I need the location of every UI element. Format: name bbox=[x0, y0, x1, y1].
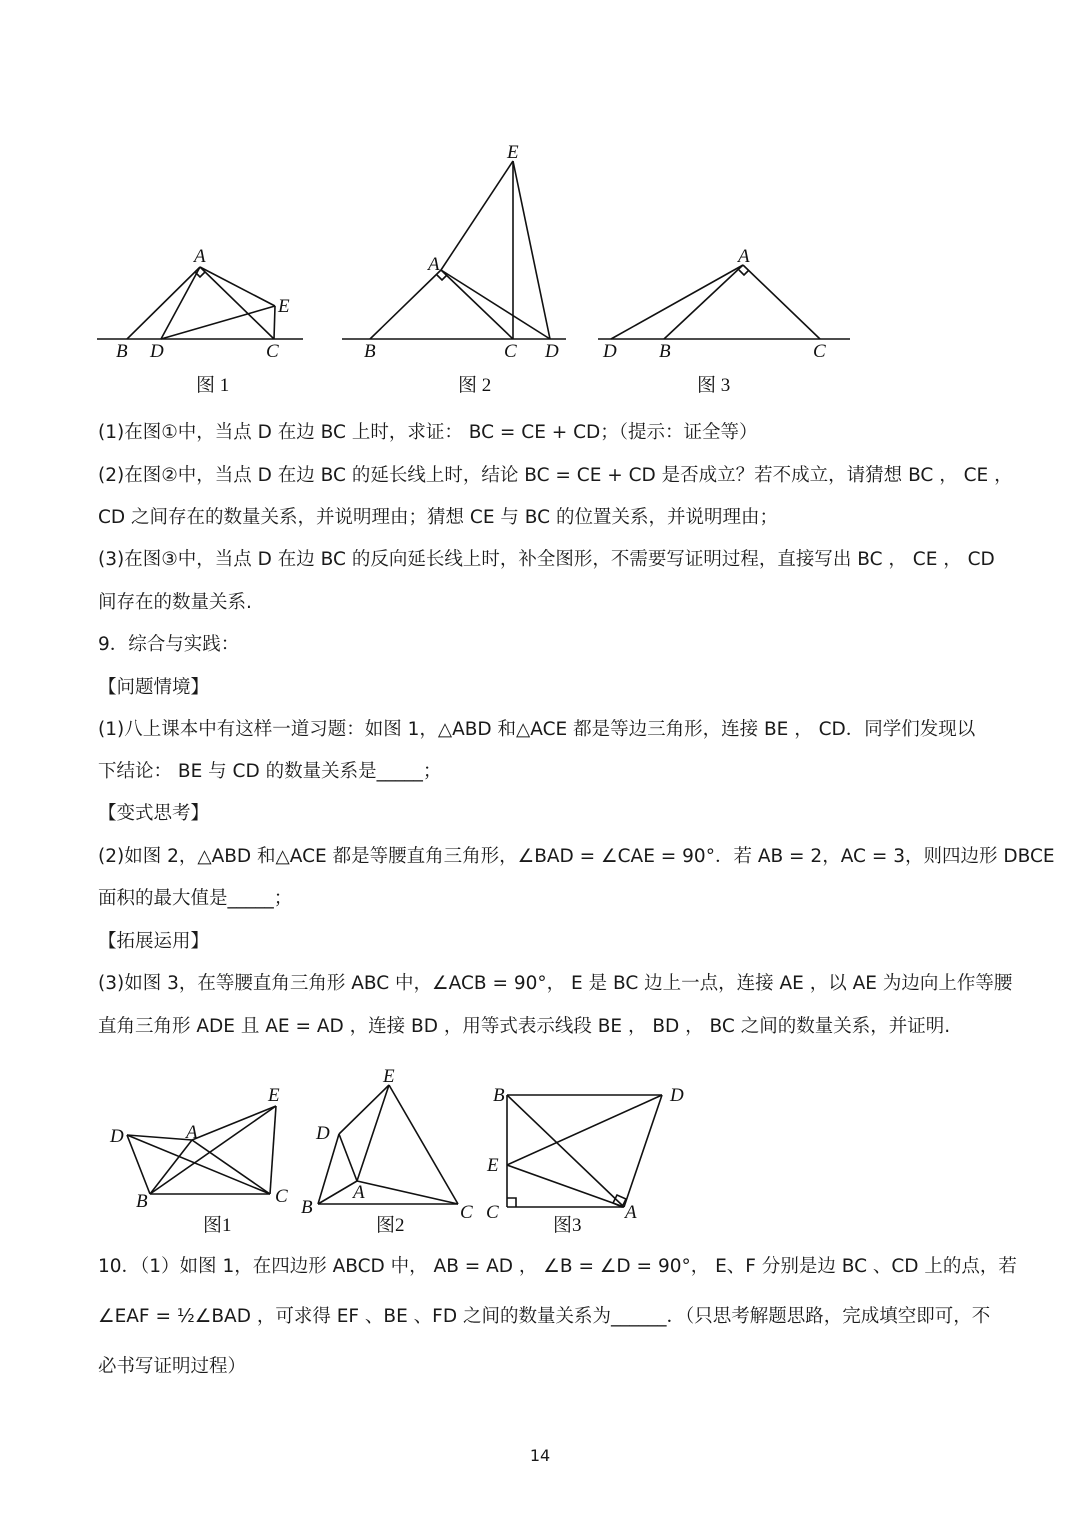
problem9-q3-line2: 直角三角形 ADE 且 AE = AD ，连接 BD ，用等式表示线段 BE ， BD ， BC 之间的数量关系，并证明. bbox=[98, 1016, 951, 1037]
segment-da bbox=[339, 1134, 357, 1181]
problem8-part1: (1)在图①中，当点 D 在边 BC 上时，求证： BC = CE + CD；（提示：证全等） bbox=[98, 422, 758, 443]
label-a: A bbox=[353, 1182, 365, 1203]
figure-caption: 图 3 bbox=[697, 375, 731, 396]
problem9-q1-line2: 下结论： BE 与 CD 的数量关系是_____； bbox=[98, 761, 442, 782]
segment-ad bbox=[624, 1095, 662, 1207]
label-d: D bbox=[603, 341, 617, 362]
segment-ae bbox=[200, 267, 275, 306]
label-c: C bbox=[266, 341, 279, 362]
label-e: E bbox=[268, 1085, 280, 1106]
label-b: B bbox=[659, 341, 671, 362]
label-a: A bbox=[625, 1202, 637, 1223]
label-a: A bbox=[738, 246, 750, 267]
top-figure-1 bbox=[97, 246, 303, 396]
label-a: A bbox=[194, 246, 206, 267]
segment-ab bbox=[127, 267, 200, 339]
problem8-part3-line1: (3)在图③中，当点 D 在边 BC 的反向延长线上时，补全图形，不需要写证明过程，直接写出 BC ， CE ， CD bbox=[98, 549, 995, 570]
segment-ea bbox=[507, 1165, 624, 1207]
problem10-line1: 10．（1）如图 1，在四边形 ABCD 中， AB = AD ， ∠B = ∠D = 90°， E、F 分别是边 BC 、CD 上的点，若 bbox=[98, 1256, 1017, 1277]
bottom-figure-1 bbox=[109, 1085, 288, 1236]
bottom-figure-2 bbox=[301, 1066, 473, 1236]
label-d: D bbox=[545, 341, 559, 362]
problem8-part2-line1: (2)在图②中，当点 D 在边 BC 的延长线上时，结论 BC = CE + CD 是否成立？若不成立，请猜想 BC ， CE ， bbox=[98, 465, 1013, 486]
top-figure-3 bbox=[598, 246, 850, 396]
segment-ad bbox=[161, 267, 200, 339]
segment-ec bbox=[389, 1085, 458, 1204]
label-e: E bbox=[487, 1155, 499, 1176]
problem9-q3-line1: (3)如图 3，在等腰直角三角形 ABC 中，∠ACB = 90°， E 是 BC 边上一点，连接 AE ，以 AE 为边向上作等腰 bbox=[98, 973, 1013, 994]
segment-ba bbox=[150, 1140, 192, 1194]
segment-ba bbox=[507, 1095, 624, 1207]
figure-caption: 图1 bbox=[203, 1215, 232, 1236]
right-angle-mark bbox=[195, 272, 205, 277]
figure-caption: 图 2 bbox=[458, 375, 492, 396]
right-angle-mark bbox=[739, 270, 749, 275]
segment-ec bbox=[274, 306, 275, 339]
figure-caption: 图 1 bbox=[196, 375, 230, 396]
segment-ab bbox=[370, 270, 441, 339]
problem9-q2-line1: (2)如图 2，△ABD 和△ACE 都是等腰直角三角形，∠BAD = ∠CAE = 90°．若 AB = 2，AC = 3，则四边形 DBCE bbox=[98, 846, 1055, 867]
right-angle-mark-c bbox=[507, 1198, 516, 1207]
segment-ed bbox=[513, 161, 550, 339]
problem9-heading-2: 【变式思考】 bbox=[98, 803, 210, 824]
figure-caption: 图3 bbox=[553, 1215, 582, 1236]
label-d: D bbox=[110, 1126, 124, 1147]
problem8-part2-line2: CD 之间存在的数量关系，并说明理由；猜想 CE 与 BC 的位置关系，并说明理由； bbox=[98, 507, 778, 528]
segment-be bbox=[150, 1106, 276, 1194]
label-d: D bbox=[670, 1085, 684, 1106]
problem9-q2-line2: 面积的最大值是_____； bbox=[98, 888, 293, 909]
label-b: B bbox=[493, 1085, 505, 1106]
label-c: C bbox=[813, 341, 826, 362]
problem9-q1-line1: (1)八上课本中有这样一道习题：如图 1，△ABD 和△ACE 都是等边三角形，连接 BE ， CD．同学们发现以 bbox=[98, 719, 976, 740]
page-number: 14 bbox=[529, 1446, 551, 1465]
label-e: E bbox=[507, 142, 519, 163]
label-e: E bbox=[383, 1066, 395, 1087]
bottom-figure-3 bbox=[486, 1085, 684, 1236]
top-figure-2 bbox=[342, 142, 566, 396]
label-c: C bbox=[275, 1186, 288, 1207]
problem9-title: 9．综合与实践： bbox=[98, 634, 240, 655]
problem9-heading-3: 【拓展运用】 bbox=[98, 931, 210, 952]
label-d: D bbox=[150, 341, 164, 362]
label-c: C bbox=[460, 1202, 473, 1223]
segment-ce bbox=[270, 1106, 276, 1194]
label-d: D bbox=[316, 1123, 330, 1144]
segment-ac bbox=[200, 267, 274, 339]
problem8-part3-line2: 间存在的数量关系. bbox=[98, 592, 252, 613]
label-b: B bbox=[136, 1191, 148, 1212]
segment-ac bbox=[441, 270, 513, 339]
label-a: A bbox=[186, 1122, 198, 1143]
segment-ad bbox=[441, 270, 550, 339]
segment-ae bbox=[357, 1085, 389, 1181]
segment-ac bbox=[357, 1181, 458, 1204]
segment-ac bbox=[743, 265, 820, 339]
figure-caption: 图2 bbox=[376, 1215, 405, 1236]
problem10-line2: ∠EAF = ½∠BAD ，可求得 EF 、BE 、FD 之间的数量关系为______．（只思考解题思路，完成填空即可，不 bbox=[98, 1306, 991, 1327]
label-c: C bbox=[486, 1202, 499, 1223]
segment-ed bbox=[507, 1095, 662, 1165]
label-e: E bbox=[278, 296, 290, 317]
segment-ae bbox=[441, 161, 513, 270]
problem10-line3: 必书写证明过程） bbox=[98, 1356, 247, 1377]
label-b: B bbox=[116, 341, 128, 362]
label-c: C bbox=[504, 341, 517, 362]
right-angle-mark bbox=[437, 275, 447, 280]
label-b: B bbox=[301, 1197, 313, 1218]
label-b: B bbox=[364, 341, 376, 362]
label-a: A bbox=[428, 254, 440, 275]
problem9-heading-1: 【问题情境】 bbox=[98, 677, 210, 698]
